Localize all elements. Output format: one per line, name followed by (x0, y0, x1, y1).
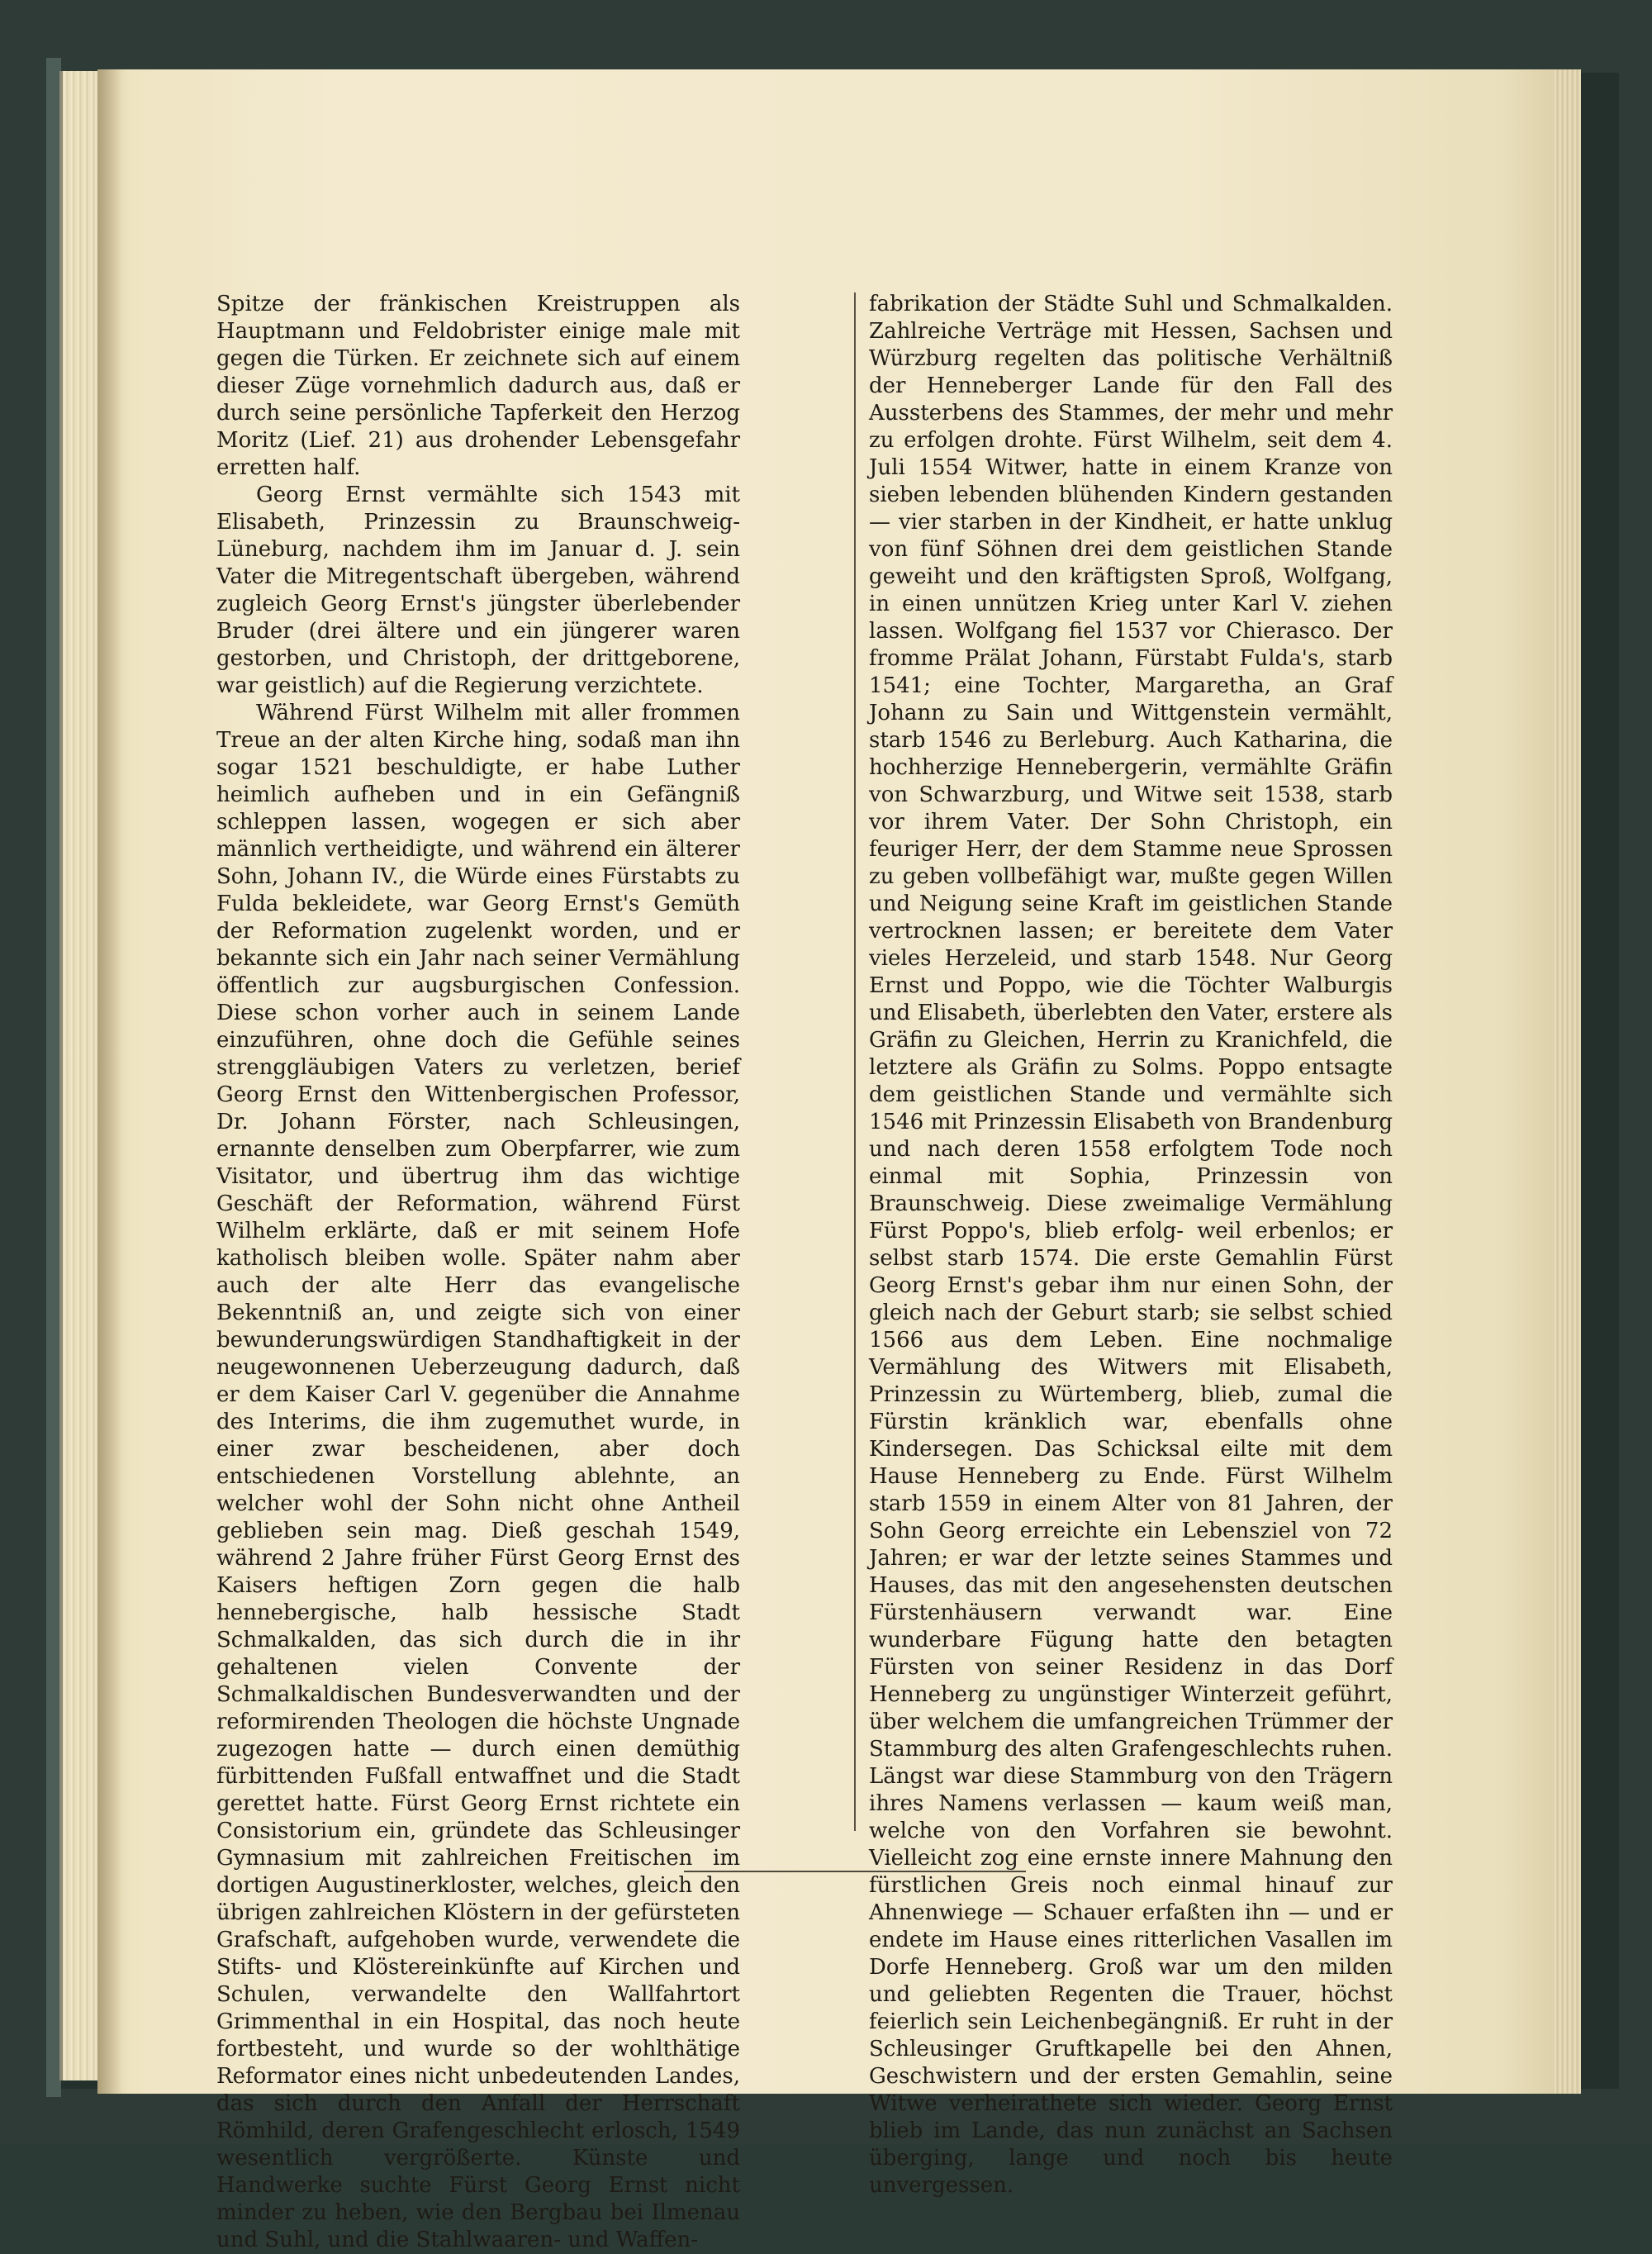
paragraph: Georg Ernst vermählte sich 1543 mit Elisabeth, Prinzessin zu Braunschweig-Lüneburg, nachdem ihm im Januar d. J. sein Vater die Mitregentschaft übergeben, während zugleich Georg Ernst's jüngster überlebender Bruder (drei ältere und ein jüngerer waren gestorben, und Christoph, der drittgeborene, war geistlich) auf die Regierung verzichtete. (216, 483, 740, 698)
paragraph: Spitze der fränkischen Kreistruppen als Hauptmann und Feldobrister einige male mit gegen die Türken. Er zeichnete sich auf einem dieser Züge vornehmlich dadurch aus, daß er durch seine persönliche Tapferkeit den Herzog Moritz (Lief. 21) aus drohender Lebensgefahr erretten half. (216, 292, 740, 480)
right-text-column (869, 291, 1393, 2199)
section-end-rule (684, 1871, 1026, 1872)
left-text-column (216, 291, 740, 2254)
paragraph: Während Fürst Wilhelm mit aller frommen Treue an der alten Kirche hing, sodaß man ihn sogar 1521 beschuldigte, er habe Luther heimlich aufheben und in ein Gefängniß schleppen lassen, wogegen er sich aber männlich vertheidigte, und während ein älterer Sohn, Johann IV., die Würde eines Fürstabts zu Fulda bekleidete, war Georg Ernst's Gemüth der Reformation zugelenkt worden, und er bekannte sich ein Jahr nach seiner Vermählung öffentlich zur augsburgischen Confession. Diese schon vorher auch in seinem Lande einzuführen, ohne doch die Gefühle seines strenggläubigen Vaters zu verletzen, berief Georg Ernst den Wittenbergischen Professor, Dr. Johann Förster, nach Schleusingen, ernannte denselben zum Oberpfarrer, wie zum Visitator, und übertrug ihm das wichtige Geschäft der Reformation, während Fürst Wilhelm erklärte, daß er mit seinem Hofe katholisch bleiben wolle. Später nahm aber auch der alte Herr das evangelische Bekenntniß an, und zeigte sich von einer bewunderungswürdigen Standhaftigkeit in der neugewonnenen Ueberzeugung dadurch, daß er dem Kaiser Carl V. gegenüber die Annahme des Interims, die ihm zugemuthet wurde, in einer zwar bescheidenen, aber doch entschiedenen Vorstellung ablehnte, an welcher wohl der Sohn nicht ohne Antheil geblieben sein mag. Dieß geschah 1549, während 2 Jahre früher Fürst Georg Ernst des Kaisers heftigen Zorn gegen die halb hennebergische, halb hessische Stadt Schmalkalden, das sich durch die in ihr gehaltenen vielen Convente der Schmalkaldischen Bundesverwandten und der reformirenden Theologen die höchste Ungnade zugezogen hatte — durch einen demüthig fürbittenden Fußfall entwaffnet und die Stadt gerettet hatte. Fürst Georg Ernst richtete ein Consistorium ein, gründete das Schleusinger Gymnasium mit zahlreichen Freitischen im dortigen Augustinerkloster, welches, gleich den übrigen zahlreichen Klöstern in der gefürsteten Grafschaft, aufgehoben wurde, verwendete die Stifts- und Klöstereinkünfte auf Kirchen und Schulen, verwandelte den Wallfahrtort Grimmenthal in ein Hospital, das noch heute fortbesteht, und wurde so der wohlthätige Reformator eines nicht unbedeutenden Landes, das sich durch den Anfall der Herrschaft Römhild, deren Grafengeschlecht erlosch, 1549 wesentlich vergrößerte. Künste und Handwerke suchte Fürst Georg Ernst nicht minder zu heben, wie den Bergbau bei Ilmenau und Suhl, und die Stahlwaaren- und Waffen- (216, 701, 740, 2252)
right-page-edge (1553, 69, 1581, 2094)
paragraph: fabrikation der Städte Suhl und Schmalkalden. Zahlreiche Verträge mit Hessen, Sachsen und Würzburg regelten das politische Verhältniß der Henneberger Lande für den Fall des Aussterbens des Stammes, der mehr und mehr zu erfolgen drohte. Fürst Wilhelm, seit dem 4. Juli 1554 Witwer, hatte in einem Kranze von sieben lebenden blühenden Kindern gestanden — vier starben in der Kindheit, er hatte unklug von fünf Söhnen drei dem geistlichen Stande geweiht und den kräftigsten Sproß, Wolfgang, in einen unnützen Krieg unter Karl V. ziehen lassen. Wolfgang fiel 1537 vor Chierasco. Der fromme Prälat Johann, Fürstabt Fulda's, starb 1541; eine Tochter, Margaretha, an Graf Johann zu Sain und Wittgenstein vermählt, starb 1546 zu Berleburg. Auch Katharina, die hochherzige Hennebergerin, vermählte Gräfin von Schwarzburg, und Witwe seit 1538, starb vor ihrem Vater. Der Sohn Christoph, ein feuriger Herr, der dem Stamme neue Sprossen zu geben vollbefähigt war, mußte gegen Willen und Neigung seine Kraft im geistlichen Stande vertrocknen lassen; er bereitete dem Vater vieles Herzeleid, und starb 1548. Nur Georg Ernst und Poppo, wie die Töchter Walburgis und Elisabeth, überlebten den Vater, erstere als Gräfin zu Gleichen, Herrin zu Kranichfeld, die letztere als Gräfin zu Solms. Poppo entsagte dem geistlichen Stande und vermählte sich 1546 mit Prinzessin Elisabeth von Brandenburg und nach deren 1558 erfolgtem Tode noch einmal mit Sophia, Prinzessin von Braunschweig. Diese zweimalige Vermählung Fürst Poppo's, blieb erfolg- weil erbenlos; er selbst starb 1574. Die erste Gemahlin Fürst Georg Ernst's gebar ihm nur einen Sohn, der gleich nach der Geburt starb; sie selbst schied 1566 aus dem Leben. Eine nochmalige Vermählung des Witwers mit Elisabeth, Prinzessin zu Würtemberg, blieb, zumal die Fürstin kränklich war, ebenfalls ohne Kindersegen. Das Schicksal eilte mit dem Hause Henneberg zu Ende. Fürst Wilhelm starb 1559 in einem Alter von 81 Jahren, der Sohn Georg erreichte ein Lebensziel von 72 Jahren; er war der letzte seines Stammes und Hauses, das mit den angesehensten deutschen Fürstenhäusern verwandt war. Eine wunderbare Fügung hatte den betagten Fürsten von seiner Residenz in das Dorf Henneberg zu ungünstiger Winterzeit geführt, über welchem die umfangreichen Trümmer der Stammburg des alten Grafengeschlechts ruhen. Längst war diese Stammburg von den Trägern ihres Namens verlassen — kaum weiß man, welche von den Vorfahren sie bewohnt. Vielleicht zog eine ernste innere Mahnung den fürstlichen Greis noch einmal hinauf zur Ahnenwiege — Schauer erfaßten ihn — und er endete im Hause eines ritterlichen Vasallen im Dorfe Henneberg. Groß war um den milden und geliebten Regenten die Trauer, höchst feierlich sein Leichenbegängniß. Er ruht in der Schleusinger Gruftkapelle bei den Ahnen, Geschwistern und der ersten Gemahlin, seine Witwe verheirathete sich wieder. Georg Ernst blieb im Lande, das nun zunächst an Sachsen überging, lange und noch bis heute unvergessen. (869, 292, 1393, 2198)
gutter-shadow (97, 69, 122, 2094)
column-divider (854, 292, 856, 1831)
